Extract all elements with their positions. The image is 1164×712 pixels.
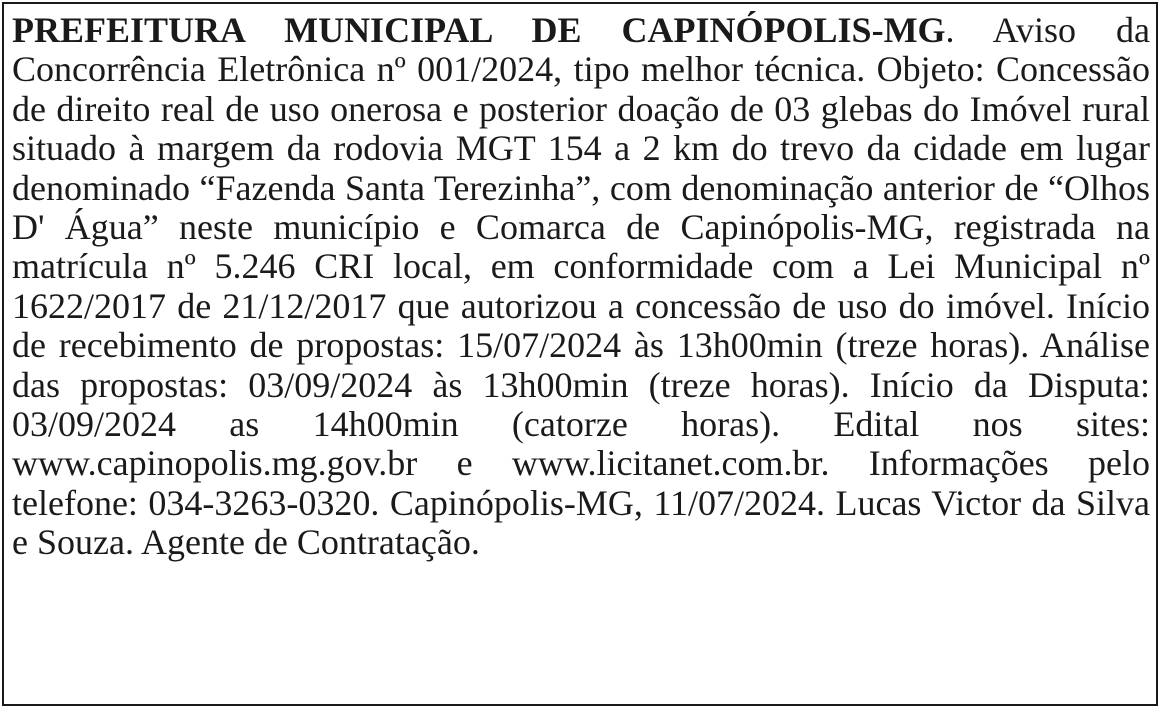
notice-body: . Aviso da Concorrência Eletrônica nº 001/2024, tipo melhor técnica. Objeto: Concessão de direito real de uso onerosa e posterior doação de 03 glebas do Imóvel rural situado à margem da rodovia MGT 154 a 2 km do trevo da cidade em lugar denominado “Fazenda Santa Terezinha”, com denominação anterior de “Olhos D' Água” neste município e Comarca de Capinópolis-MG, registrada na matrícula nº 5.246 CRI local, em conformidade com a Lei Municipal nº 1622/2017 de 21/12/2017 que autorizou a concessão de uso do imóvel. Início de recebimento de propostas: 15/07/2024 às 13h00min (treze horas). Análise das propostas: 03/09/2024 às 13h00min (treze horas). Início da Disputa: 03/09/2024 as 14h00min (catorze horas). Edital nos sites: www.capinopolis.mg.gov.br e www.licitanet.com.br. Informações pelo telefone: 034-3263-0320. Capinópolis-MG, 11/07/2024. Lucas Victor da Silva e Souza. Agente de Contratação.	[12, 10, 1150, 563]
notice-paragraph	[12, 11, 1150, 563]
notice-heading: PREFEITURA MUNICIPAL DE CAPINÓPOLIS-MG	[12, 10, 946, 50]
notice-box	[2, 2, 1158, 706]
